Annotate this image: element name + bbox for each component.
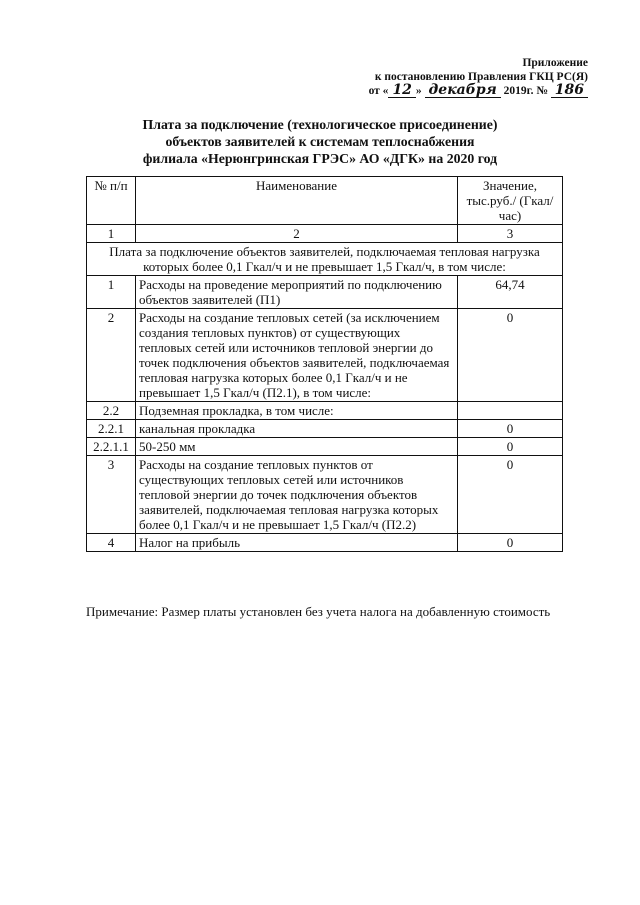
row-value: 0 xyxy=(458,456,563,534)
appendix-header xyxy=(369,56,588,98)
table-index-row xyxy=(87,225,563,243)
row-value: 0 xyxy=(458,534,563,552)
date-prefix: от « xyxy=(368,85,389,97)
handwritten-month: декабря xyxy=(425,84,501,98)
table-row xyxy=(87,309,563,402)
row-name: Расходы на создание тепловых сетей (за исключением создания тепловых пунктов) от существующих тепловых сетей или источников тепловой энергии до точек подключения объектов заявителей, подключаемая тепловая нагрузка которых более 0,1 Гкал/ч и не превышает 1,5 Гкал/ч (П2.1), в том числе: xyxy=(136,309,458,402)
handwritten-number: 186 xyxy=(551,84,588,98)
table-row xyxy=(87,420,563,438)
appendix-date-line xyxy=(369,84,588,98)
table-row xyxy=(87,438,563,456)
row-value: 0 xyxy=(458,438,563,456)
index-cell: 1 xyxy=(87,225,136,243)
fee-table xyxy=(86,176,563,552)
date-year: 2019г. № xyxy=(503,85,548,97)
row-value: 64,74 xyxy=(458,276,563,309)
date-mid: » xyxy=(415,85,422,97)
index-cell: 2 xyxy=(136,225,458,243)
row-name: канальная прокладка xyxy=(136,420,458,438)
row-name: 50-250 мм xyxy=(136,438,458,456)
section-title: Плата за подключение объектов заявителей, подключаемая тепловая нагрузка которых более 0,1 Гкал/ч и не превышает 1,5 Гкал/ч, в том числе: xyxy=(87,243,563,276)
row-value xyxy=(458,402,563,420)
row-num: 2.2.1.1 xyxy=(87,438,136,456)
table-row xyxy=(87,534,563,552)
table-row xyxy=(87,276,563,309)
row-value: 0 xyxy=(458,420,563,438)
row-num: 2.2 xyxy=(87,402,136,420)
title-line-3: филиала «Нерюнгринская ГРЭС» АО «ДГК» на 2020 год xyxy=(142,151,498,166)
row-name: Расходы на создание тепловых пунктов от существующих тепловых сетей или источников тепловой энергии до точек подключения объектов заявителей, подключаемая тепловая нагрузка которых более 0,1 Гкал/ч и не превышает 1,5 Гкал/ч (П2.2) xyxy=(136,456,458,534)
row-num: 4 xyxy=(87,534,136,552)
title-line-2: объектов заявителей к системам теплоснабжения xyxy=(165,134,475,149)
row-name: Налог на прибыль xyxy=(136,534,458,552)
header-name: Наименование xyxy=(136,177,458,225)
row-num: 2.2.1 xyxy=(87,420,136,438)
index-cell: 3 xyxy=(458,225,563,243)
row-num: 1 xyxy=(87,276,136,309)
row-value: 0 xyxy=(458,309,563,402)
footnote: Примечание: Размер платы установлен без учета налога на добавленную стоимость xyxy=(86,604,551,619)
title-line-1: Плата за подключение (технологическое присоединение) xyxy=(142,117,498,132)
table-row xyxy=(87,456,563,534)
header-num: № п/п xyxy=(87,177,136,225)
row-num: 2 xyxy=(87,309,136,402)
handwritten-day: 12 xyxy=(388,84,415,98)
table-section-row xyxy=(87,243,563,276)
table-row xyxy=(87,402,563,420)
row-name: Подземная прокладка, в том числе: xyxy=(136,402,458,420)
header-value: Значение, тыс.руб./ (Гкал/час) xyxy=(458,177,563,225)
document-title xyxy=(0,116,640,167)
appendix-decree: к постановлению Правления ГКЦ РС(Я) xyxy=(374,71,588,83)
table-header-row xyxy=(87,177,563,225)
row-num: 3 xyxy=(87,456,136,534)
appendix-label: Приложение xyxy=(522,57,588,69)
row-name: Расходы на проведение мероприятий по подключению объектов заявителей (П1) xyxy=(136,276,458,309)
